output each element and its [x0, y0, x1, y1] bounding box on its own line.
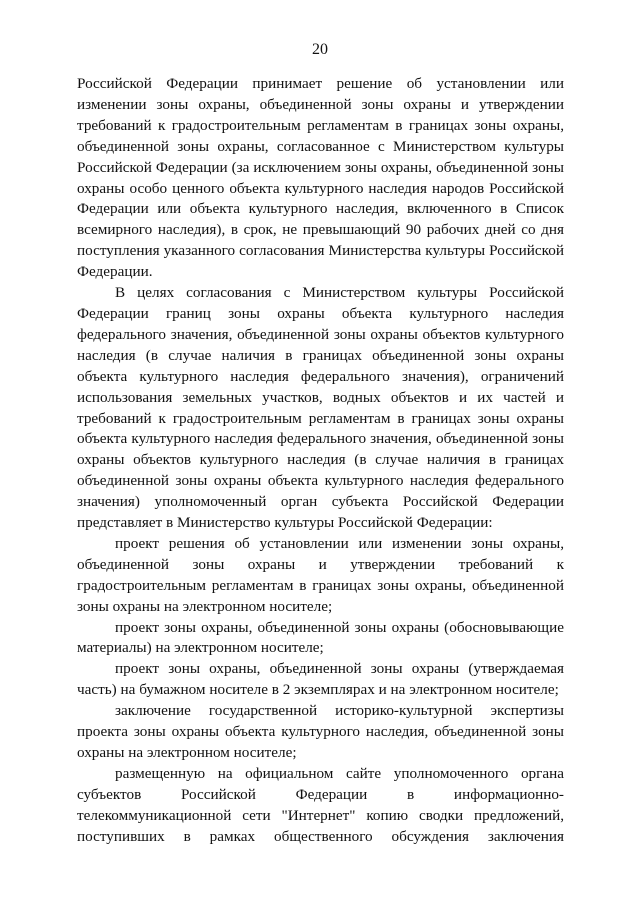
- list-item-project-approved-part: проект зоны охраны, объединенной зоны охраны (утверждаемая часть) на бумажном носителе в 2 экземплярах и на электронном носителе;: [77, 660, 564, 699]
- list-item-project-materials: проект зоны охраны, объединенной зоны охраны (обосновывающие материалы) на электронном носителе;: [77, 618, 564, 657]
- paragraph-continuation: Российской Федерации принимает решение об установлении или изменении зоны охраны, объединенной зоны охраны и утверждении требований к градостроительным регламентам в границах зоны охраны, объединенной зоны охраны, согласованное с Министерством культуры Российской Федерации (за исключением зоны охраны, объединенной зоны охраны особо ценного объекта культурного наследия народов Российской Федерации или объекта культурного наследия, включенного в Список всемирного наследия), в срок, не превышающий 90 рабочих дней со дня поступления указанного согласования Министерства культуры Российской Федерации.: [77, 75, 564, 281]
- list-item-public-discussion-summary: размещенную на официальном сайте уполномоченного органа субъектов Российской Федерации в информационно-телекоммуникационной сети "Интернет" копию сводки предложений, поступивших в рамках общественного обсуждения заключения: [77, 764, 564, 845]
- paragraph-approval-requirements: В целях согласования с Министерством культуры Российской Федерации границ зоны охраны объекта культурного наследия федерального значения, объединенной зоны охраны объектов культурного наследия (в случае наличия в границах объединенной зоны охраны объекта культурного наследия федерального значения), ограничений использования земельных участков, водных объектов и их частей и требований к градостроительным регламентам в границах зоны охраны объекта культурного наследия федерального значения, объединенной зоны охраны объектов культурного наследия (в случае наличия в границах объединенной зоны охраны объекта культурного наследия федерального значения) уполномоченный орган субъекта Российской Федерации представляет в Министерство культуры Российской Федерации:: [77, 284, 564, 532]
- page-number: 20: [312, 41, 328, 58]
- list-item-expert-conclusion: заключение государственной историко-культурной экспертизы проекта зоны охраны объекта культурного наследия, объединенной зоны охраны на электронном носителе;: [77, 702, 564, 761]
- document-body: [77, 74, 564, 848]
- list-item-draft-decision: проект решения об установлении или изменении зоны охраны, объединенной зоны охраны и утверждении требований к градостроительным регламентам в границах зоны охраны, объединенной зоны охраны на электронном носителе;: [77, 534, 564, 615]
